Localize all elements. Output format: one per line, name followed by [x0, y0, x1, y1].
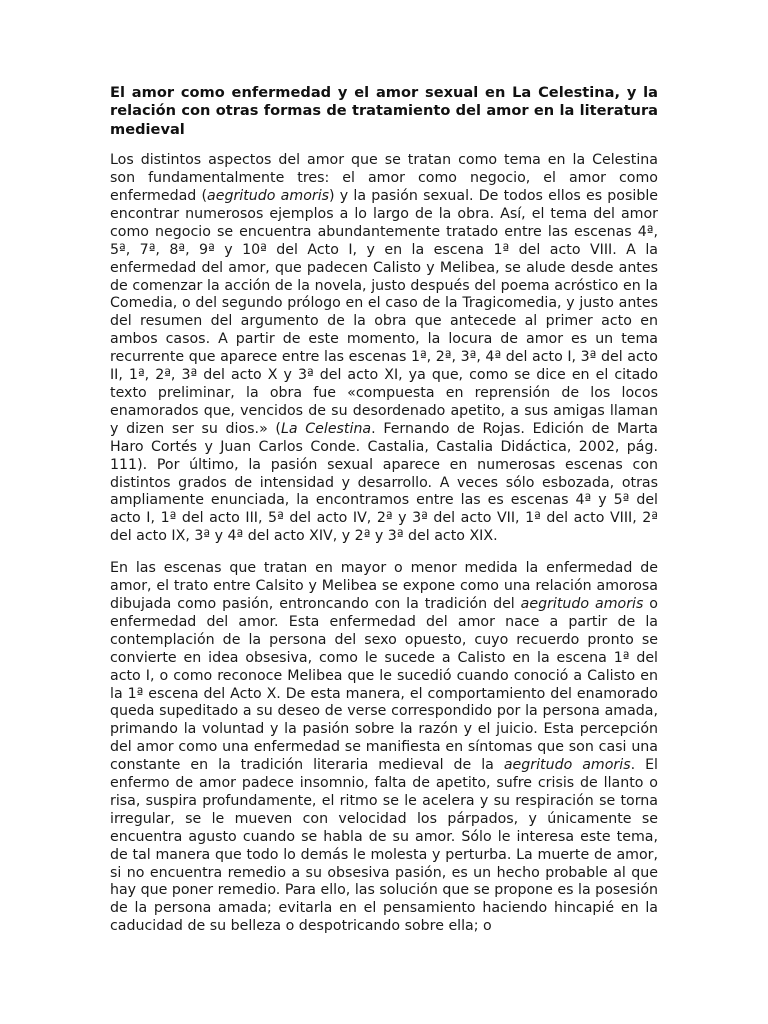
- paragraph-2-text-c: . El enfermo de amor padece insomnio, falta de apetito, sufre crisis de llanto o risa, suspira profundamente, el ritmo se le acelera y su respiración se torna irregular, se le mueven con velocidad los párpados, y únicamente se encuentra agusto cuando se habla de su amor. Sólo le interesa este tema, de tal manera que todo lo demás le molesta y perturba. La muerte de amor, si no encuentra remedio a su obsesiva pasión, es un hecho probable al que hay que poner remedio. Para ello, las solución que se propone es la posesión de la persona amada; evitarla en el pensamiento haciendo hincapié en la caducidad de su belleza o despotricando sobre ella; o: [110, 757, 658, 935]
- document-body: [110, 84, 658, 950]
- paragraph-2-italic-a: aegritudo amoris: [520, 595, 644, 612]
- paragraph-1-text-b: ) y la pasión sexual. De todos ellos es posible encontrar numerosos ejemplos a lo largo de la obra. Así, el tema del amor como negocio se encuentra abundantemente tratado entre las escenas 4ª, 5ª, 7ª, 8ª, 9ª y 10ª del Acto I, y en la escena 1ª del acto VIII. A la enfermedad del amor, que padecen Calisto y Melibea, se alude desde antes de comenzar la acción de la novela, justo después del poema acróstico en la Comedia, o del segundo prólogo en el caso de la Tragicomedia, y justo antes del resumen del argumento de la obra que antecede al primer acto en ambos casos. A partir de este momento, la locura de amor es un tema recurrente que aparece entre las escenas 1ª, 2ª, 3ª, 4ª del acto I, 3ª del acto II, 1ª, 2ª, 3ª del acto X y 3ª del acto XI, ya que, como se dice en el citado texto preliminar, la obra fue «compuesta en reprensión de los locos enamorados que, vencidos de su desordenado apetito, a sus amigas llaman y dizen ser su dios.» (: [110, 188, 658, 437]
- paragraph-2-text-b: o enfermedad del amor. Esta enfermedad del amor nace a partir de la contemplación de la persona del sexo opuesto, cuyo recuerdo pronto se convierte en idea obsesiva, como le sucede a Calisto en la escena 1ª del acto I, o como reconoce Melibea que le sucedió cuando conoció a Calisto en la 1ª escena del Acto X. De esta manera, el comportamiento del enamorado queda supeditado a su deseo de verse correspondido por la persona amada, primando la voluntad y la pasión sobre la razón y el juicio. Esta percepción del amor como una enfermedad se manifiesta en síntomas que son casi una constante en la tradición literaria medieval de la: [110, 595, 658, 774]
- paragraph-1-italic-b: La Celestina: [280, 420, 372, 437]
- paragraph-2: [110, 560, 658, 936]
- paragraph-2-text-a: En las escenas que tratan en mayor o menor medida la enfermedad de amor, el trato entre Calsito y Melibea se expone como una relación amorosa dibujada como pasión, entroncando con la tradición del: [110, 560, 658, 612]
- paragraph-1-text-c: . Fernando de Rojas. Edición de Marta Haro Cortés y Juan Carlos Conde. Castalia, Castalia Didáctica, 2002, pág. 111). Por último, la pasión sexual aparece en numerosas escenas con distintos grados de intensidad y desarrollo. A veces sólo esbozada, otras ampliamente enunciada, la encontramos entre las es escenas 4ª y 5ª del acto I, 1ª del acto III, 5ª del acto IV, 2ª y 3ª del acto VII, 1ª del acto VIII, 2ª del acto IX, 3ª y 4ª del acto XIV, y 2ª y 3ª del acto XIX.: [110, 420, 659, 545]
- paragraph-1: [110, 152, 658, 546]
- paragraph-2-italic-b: aegritudo amoris: [503, 757, 631, 774]
- document-title: El amor como enfermedad y el amor sexual en La Celestina, y la relación con otras formas de tratamiento del amor en la literatura medieval: [110, 84, 658, 138]
- paragraph-1-text-a: Los distintos aspectos del amor que se tratan como tema en la Celestina son fundamentalmente tres: el amor como negocio, el amor como enfermedad (: [110, 152, 658, 205]
- paragraph-1-italic-a: aegritudo amoris: [207, 188, 330, 205]
